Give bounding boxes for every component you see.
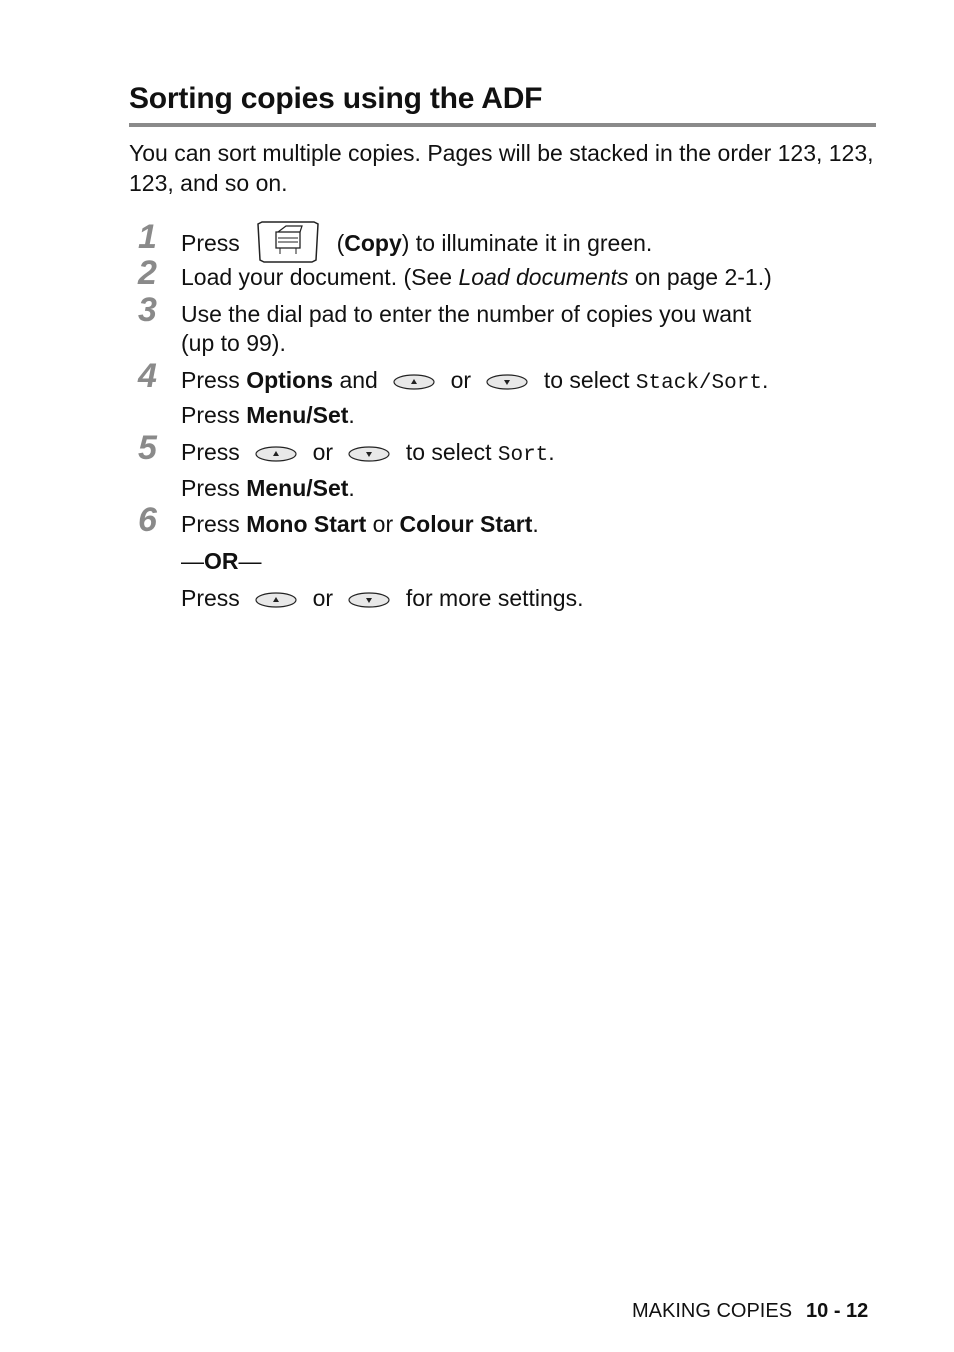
alternative-separator — [181, 546, 262, 576]
step-text: Press — [181, 475, 247, 501]
step-3-line-1: Use the dial pad to enter the number of copies you want — [181, 301, 752, 327]
up-arrow-key-icon — [254, 445, 298, 463]
step-text: . — [348, 475, 355, 501]
mono-start-button-label: Mono Start — [246, 511, 367, 537]
step-2-text — [181, 262, 772, 292]
step-text: Load your document. (See — [181, 264, 459, 290]
menu-set-button-label: Menu/Set — [246, 402, 349, 428]
options-button-label: Options — [246, 367, 334, 393]
step-text: Press — [181, 230, 240, 257]
step-text: for more settings. — [405, 585, 584, 611]
menu-option: Stack/Sort — [635, 372, 762, 395]
step-text: on page 2-1.) — [628, 264, 772, 290]
up-arrow-key-icon — [254, 591, 298, 609]
page-number: 10 - 12 — [806, 1300, 869, 1322]
step-text: Press — [181, 367, 247, 393]
step-text: . — [761, 367, 769, 393]
down-arrow-key-icon — [347, 591, 391, 609]
title-rule — [129, 123, 876, 127]
step-text: to select — [543, 367, 636, 393]
step-4-press-menu-set — [181, 400, 355, 430]
copy-button-label: Copy — [344, 230, 402, 257]
step-text: or — [450, 367, 472, 393]
colour-start-button-label: Colour Start — [399, 511, 533, 537]
page-footer — [632, 1300, 868, 1323]
dash: — — [181, 548, 204, 574]
step-number: 5 — [138, 429, 157, 467]
step-5-press-menu-set — [181, 473, 355, 503]
step-number: 1 — [138, 218, 157, 256]
step-number: 4 — [138, 357, 157, 395]
step-text: to select — [405, 439, 498, 465]
step-text: Press — [181, 439, 240, 465]
down-arrow-key-icon — [347, 445, 391, 463]
step-4-text — [181, 365, 768, 399]
page-title: Sorting copies using the ADF — [129, 82, 543, 115]
section-name: MAKING COPIES — [632, 1300, 793, 1322]
step-3-line-2: (up to 99). — [181, 330, 286, 356]
step-text: . — [532, 511, 539, 537]
step-text: and — [333, 367, 378, 393]
step-1-text — [181, 226, 652, 264]
step-number: 2 — [138, 254, 157, 292]
dash: — — [238, 548, 262, 574]
step-text: . — [348, 402, 355, 428]
step-number: 3 — [138, 291, 157, 329]
step-text: ( — [336, 230, 345, 257]
step-text: or — [366, 511, 400, 537]
step-text: . — [548, 439, 555, 465]
step-text: Press — [181, 511, 247, 537]
intro-paragraph: You can sort multiple copies. Pages will be stacked in the order 123, 123, 123, and so on. — [129, 140, 874, 196]
step-6-alternative-text — [181, 583, 584, 613]
step-text: or — [312, 585, 334, 611]
copy-key-icon — [256, 220, 320, 264]
or-label: OR — [204, 548, 239, 574]
step-text: Press — [181, 585, 240, 611]
step-6-text — [181, 509, 539, 539]
cross-reference: Load documents — [458, 264, 629, 290]
down-arrow-key-icon — [485, 373, 529, 391]
step-text: or — [312, 439, 334, 465]
up-arrow-key-icon — [392, 373, 436, 391]
step-text: Press — [181, 402, 247, 428]
step-text: ) to illuminate it in green. — [401, 230, 653, 257]
menu-option: Sort — [497, 444, 549, 467]
step-5-text — [181, 437, 555, 471]
menu-set-button-label: Menu/Set — [246, 475, 349, 501]
step-number: 6 — [138, 501, 157, 539]
